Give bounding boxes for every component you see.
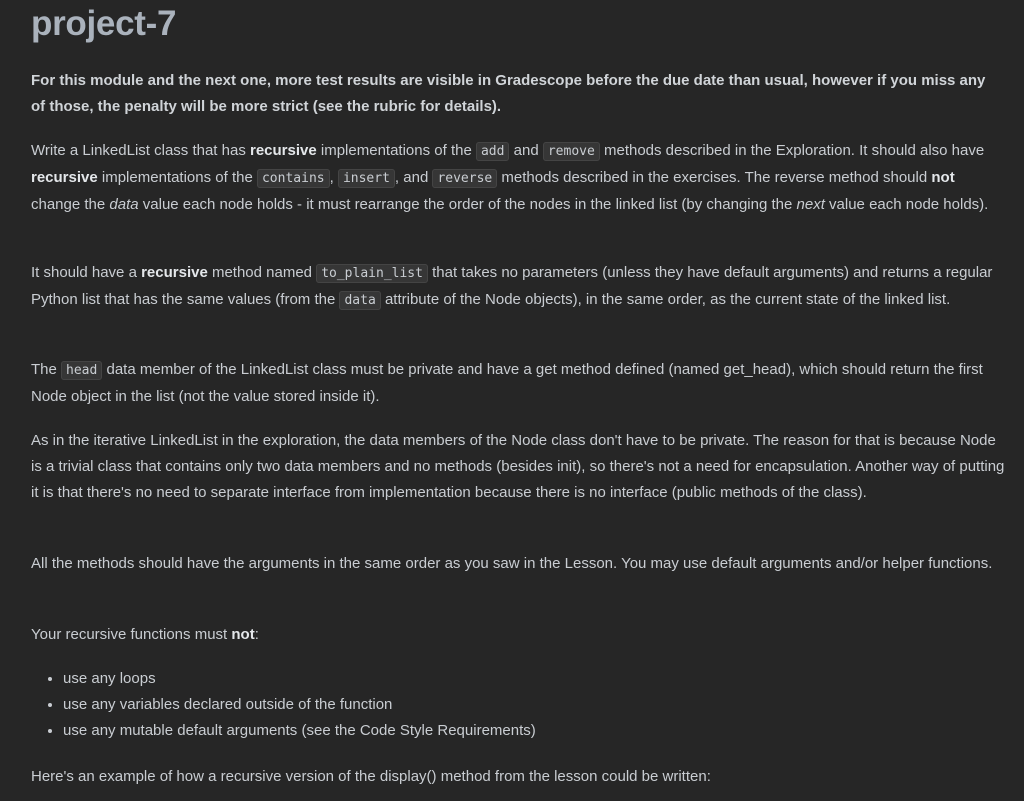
text: Your recursive functions must xyxy=(31,626,232,643)
text: attribute of the Node objects), in the same order, as the current state of the linked list. xyxy=(380,291,951,308)
text: methods described in the Exploration. It should also have xyxy=(599,142,985,159)
italic-data: data xyxy=(109,196,139,213)
list-item: • use any mutable default arguments (see the Code Style Requirements) xyxy=(63,718,536,744)
paragraph-head-private xyxy=(31,357,1006,410)
emphasis: recursive xyxy=(31,169,98,186)
text: method named xyxy=(207,264,317,281)
text: data member of the LinkedList class must be private and have a get method defined (named get_head), which should return the first Node object in the list (not the value stored inside it). xyxy=(31,361,983,405)
list-item: • use any variables declared outside of the function xyxy=(63,692,536,718)
text: implementations of the xyxy=(97,169,257,186)
paragraph-to-plain-list xyxy=(31,260,1006,314)
code-contains: contains xyxy=(257,169,330,188)
code-remove: remove xyxy=(543,142,600,161)
rules-list xyxy=(31,666,536,744)
text: methods described in the exercises. The reverse method should xyxy=(497,169,932,186)
text: value each node holds - it must rearrange the order of the nodes in the linked list (by changing the xyxy=(138,196,797,213)
text: , xyxy=(329,169,338,186)
code-head: head xyxy=(61,361,102,380)
page-title: project-7 xyxy=(31,4,177,43)
code-add: add xyxy=(476,142,509,161)
text: The xyxy=(31,361,62,378)
text: change the xyxy=(31,196,110,213)
code-insert: insert xyxy=(338,169,395,188)
text: : xyxy=(254,626,259,643)
emphasis: recursive xyxy=(250,142,317,159)
code-data: data xyxy=(339,291,380,310)
text: value each node holds). xyxy=(824,196,989,213)
list-item: • use any loops xyxy=(63,666,536,692)
emphasis: not xyxy=(931,169,955,186)
code-to-plain-list: to_plain_list xyxy=(316,264,428,283)
text: Write a LinkedList class that has xyxy=(31,142,250,159)
text: and xyxy=(509,142,543,159)
paragraph-display-example: Here's an example of how a recursive version of the display() method from the lesson could be written: xyxy=(31,768,711,785)
text: that takes no parameters (unless they have default arguments) and returns a regular Python list that has the same values (from the xyxy=(31,264,993,308)
text: , and xyxy=(394,169,433,186)
paragraph-must-not xyxy=(31,622,1006,648)
text: implementations of the xyxy=(316,142,476,159)
emphasis: not xyxy=(231,626,255,643)
emphasis: recursive xyxy=(141,264,208,281)
intro-notice: For this module and the next one, more test results are visible in Gradescope before the due date than usual, however if you miss any of those, the penalty will be more strict (see the rubric for details). xyxy=(31,72,986,115)
paragraph-argument-order: All the methods should have the arguments in the same order as you saw in the Lesson. You may use default arguments and/or helper functions. xyxy=(31,555,993,572)
paragraph-linkedlist-requirements xyxy=(31,138,1006,218)
code-reverse: reverse xyxy=(432,169,497,188)
paragraph-node-class: As in the iterative LinkedList in the exploration, the data members of the Node class don't have to be private. The reason for that is because Node is a trivial class that contains only two data members and no methods (besides init), so there's not a need for encapsulation. Another way of putting it is that there's no need to separate interface from implementation because there is no interface (public methods of the class). xyxy=(31,432,1005,501)
text: It should have a xyxy=(31,264,142,281)
italic-next: next xyxy=(796,196,825,213)
